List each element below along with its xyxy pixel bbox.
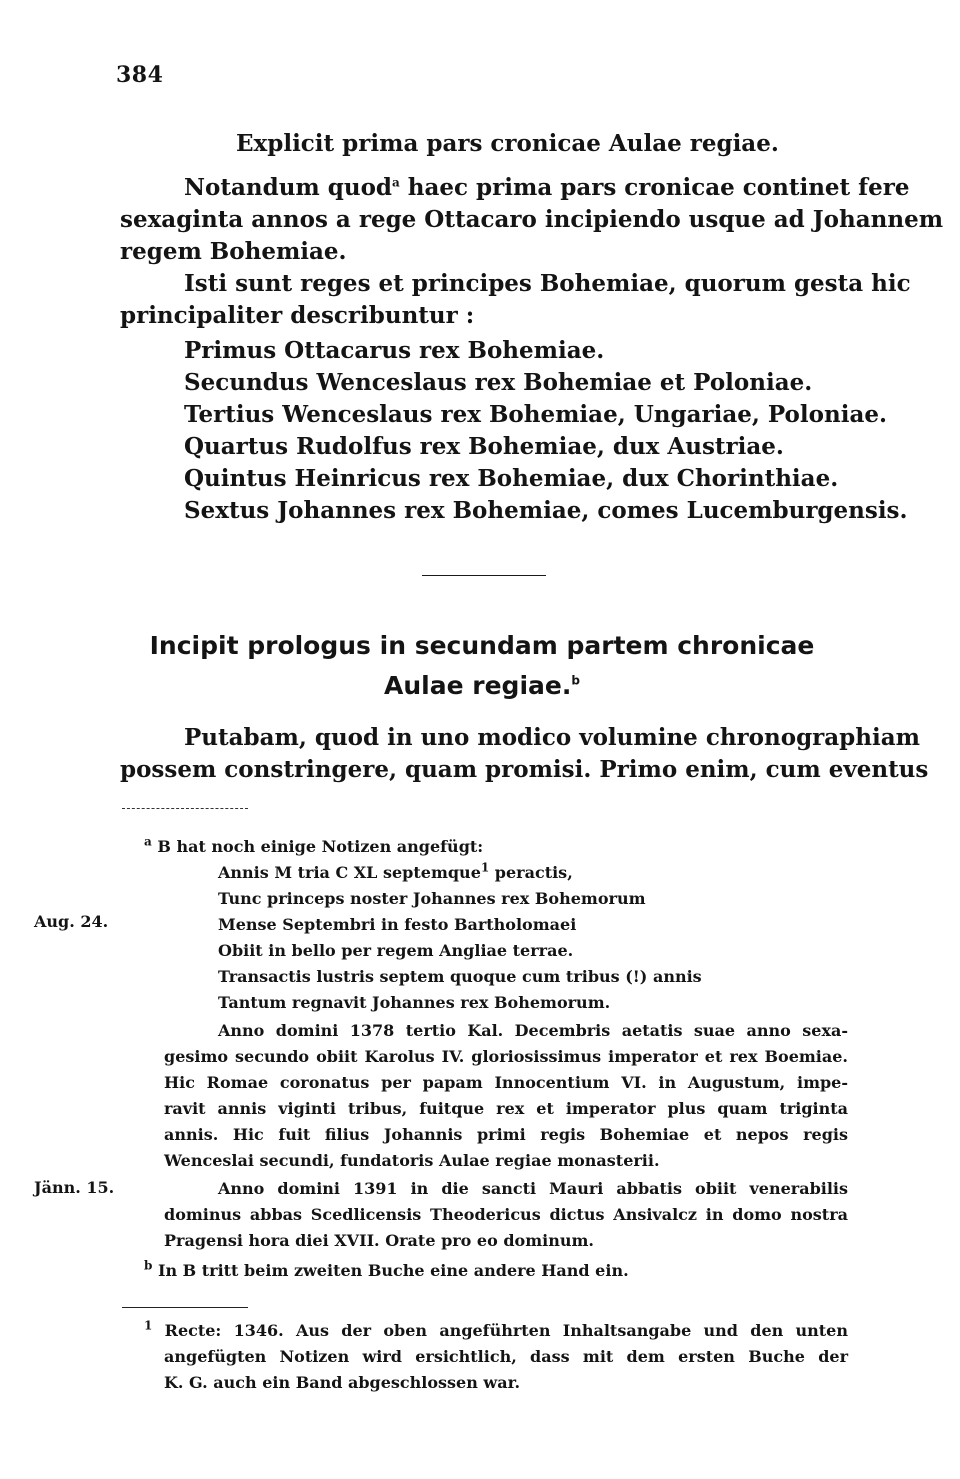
footnote-mark-1: 1 bbox=[480, 860, 490, 875]
page-number: 384 bbox=[116, 62, 164, 88]
footnote-b-line bbox=[144, 1258, 629, 1284]
section-divider bbox=[422, 575, 546, 576]
prose-line: Pragensi hora diei XVII. Orate pro eo dominum. bbox=[164, 1231, 594, 1250]
footnote-mark-a: a bbox=[392, 175, 400, 190]
footnote-b-mark: b bbox=[144, 1258, 153, 1273]
footnote-1-line bbox=[144, 1318, 848, 1344]
verse-line: Obiit in bello per regem Angliae terrae. bbox=[218, 941, 574, 960]
isti-line-2: principaliter describuntur : bbox=[120, 302, 475, 329]
prose-line: gesimo secundo obiit Karolus IV. gloriosissimus imperator et rex Boemiae. bbox=[164, 1047, 848, 1066]
notandum-text: Notandum quod bbox=[184, 174, 392, 201]
footnote-1-line: K. G. auch ein Band abgeschlossen war. bbox=[164, 1373, 521, 1392]
king-line: Sextus Johannes rex Bohemiae, comes Lucemburgensis. bbox=[184, 497, 908, 524]
footnote-mark-b: b bbox=[571, 673, 580, 688]
footnote-separator bbox=[122, 808, 248, 809]
footnote-a-intro-text: B hat noch einige Notizen angefügt: bbox=[157, 837, 484, 856]
notandum-text-cont: haec prima pars cronicae continet fere bbox=[399, 174, 910, 201]
king-line: Tertius Wenceslaus rex Bohemiae, Ungariae, Poloniae. bbox=[184, 401, 887, 428]
notandum-line-2: sexaginta annos a rege Ottacaro incipiendo usque ad Johannem bbox=[120, 206, 944, 233]
footnote-a-intro bbox=[144, 834, 483, 860]
prose-line: Wenceslai secundi, fundatoris Aulae regiae monasterii. bbox=[164, 1151, 660, 1170]
notandum-line-3: regem Bohemiae. bbox=[120, 238, 347, 265]
king-line: Quintus Heinricus rex Bohemiae, dux Chorinthiae. bbox=[184, 465, 839, 492]
notandum-line-1 bbox=[184, 172, 910, 204]
prose-line: Hic Romae coronatus per papam Innocentium VI. in Augustum, impe- bbox=[164, 1073, 848, 1092]
margin-note-jann: Jänn. 15. bbox=[34, 1178, 115, 1197]
footnote-1-mark: 1 bbox=[144, 1318, 153, 1333]
margin-note-aug: Aug. 24. bbox=[34, 912, 109, 931]
king-line: Primus Ottacarus rex Bohemiae. bbox=[184, 337, 605, 364]
verse-line bbox=[218, 860, 573, 886]
putabam-line-1: Putabam, quod in uno modico volumine chronographiam bbox=[184, 724, 920, 751]
king-line: Secundus Wenceslaus rex Bohemiae et Poloniae. bbox=[184, 369, 813, 396]
king-line: Quartus Rudolfus rex Bohemiae, dux Austriae. bbox=[184, 433, 784, 460]
explicit-line: Explicit prima pars cronicae Aulae regiae. bbox=[236, 130, 779, 157]
putabam-line-2: possem constringere, quam promisi. Primo enim, cum eventus bbox=[120, 756, 929, 783]
heading-line-1: Incipit prologus in secundam partem chronicae bbox=[149, 631, 815, 660]
prose-line: annis. Hic fuit filius Johannis primi regis Bohemiae et nepos regis bbox=[164, 1125, 848, 1144]
footnote-rule bbox=[122, 1307, 248, 1308]
verse-line: Tunc princeps noster Johannes rex Bohemorum bbox=[218, 889, 646, 908]
isti-line-1: Isti sunt reges et principes Bohemiae, quorum gesta hic bbox=[184, 270, 911, 297]
footnote-b-text: In B tritt beim zweiten Buche eine andere Hand ein. bbox=[157, 1261, 629, 1280]
heading-text: Aulae regiae. bbox=[384, 671, 572, 700]
footnote-a-mark: a bbox=[144, 834, 152, 849]
prose-line: dominus abbas Scedlicensis Theodericus dictus Ansivalcz in domo nostra bbox=[164, 1205, 848, 1224]
verse-line: Transactis lustris septem quoque cum tribus (!) annis bbox=[218, 967, 702, 986]
verse-line: Mense Septembri in festo Bartholomaei bbox=[218, 915, 577, 934]
verse-line: Tantum regnavit Johannes rex Bohemorum. bbox=[218, 993, 611, 1012]
verse-text: Annis M tria C XL septemque bbox=[218, 863, 481, 882]
heading-line-2 bbox=[120, 666, 844, 706]
prose-line: ravit annis viginti tribus, fuitque rex et imperator plus quam triginta bbox=[164, 1099, 848, 1118]
prose-line: Anno domini 1391 in die sancti Mauri abbatis obiit venerabilis bbox=[218, 1179, 848, 1198]
footnote-1-text: Recte: 1346. Aus der oben angeführten Inhaltsangabe und den unten bbox=[164, 1321, 848, 1340]
verse-text-cont: peractis, bbox=[489, 863, 573, 882]
prose-line: Anno domini 1378 tertio Kal. Decembris aetatis suae anno sexa- bbox=[218, 1021, 848, 1040]
footnote-1-line: angefügten Notizen wird ersichtlich, dass mit dem ersten Buche der bbox=[164, 1347, 848, 1366]
